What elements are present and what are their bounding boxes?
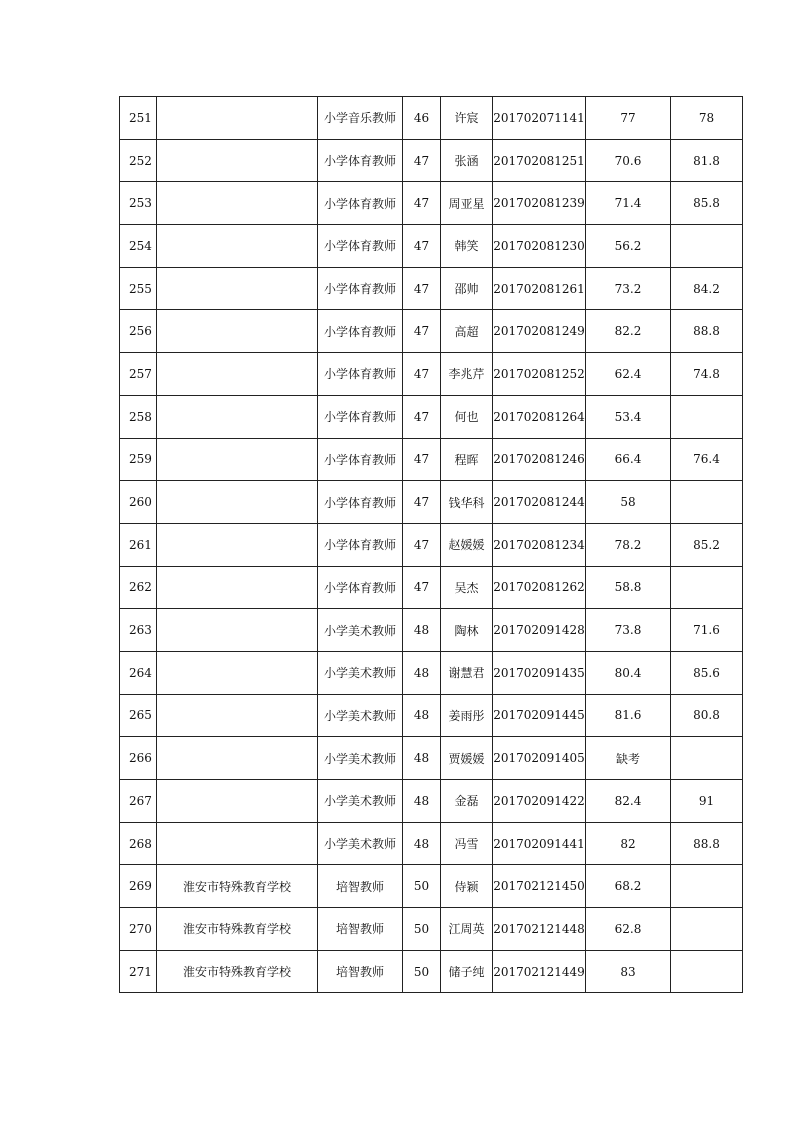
position-cell: 小学美术教师 <box>318 737 403 780</box>
candidate-name-cell: 邵帅 <box>441 267 493 310</box>
interview-score-cell: 78 <box>671 97 743 140</box>
interview-score-cell: 74.8 <box>671 353 743 396</box>
table-body <box>120 97 743 993</box>
table-row <box>120 865 743 908</box>
position-code-cell: 47 <box>403 225 441 268</box>
written-score-cell: 78.2 <box>586 523 671 566</box>
school-cell <box>157 225 318 268</box>
ticket-number-cell: 201702091435 <box>493 651 586 694</box>
interview-score-cell <box>671 737 743 780</box>
interview-score-cell <box>671 865 743 908</box>
written-score-cell: 77 <box>586 97 671 140</box>
position-code-cell: 47 <box>403 353 441 396</box>
position-code-cell: 50 <box>403 865 441 908</box>
ticket-number-cell: 201702081246 <box>493 438 586 481</box>
position-cell: 小学体育教师 <box>318 353 403 396</box>
row-number-cell: 263 <box>120 609 157 652</box>
position-code-cell: 47 <box>403 523 441 566</box>
position-code-cell: 48 <box>403 609 441 652</box>
position-code-cell: 48 <box>403 822 441 865</box>
written-score-cell: 58 <box>586 481 671 524</box>
written-score-cell: 66.4 <box>586 438 671 481</box>
position-code-cell: 48 <box>403 651 441 694</box>
written-score-cell: 62.8 <box>586 908 671 951</box>
position-code-cell: 48 <box>403 694 441 737</box>
row-number-cell: 259 <box>120 438 157 481</box>
school-cell <box>157 651 318 694</box>
candidate-name-cell: 陶林 <box>441 609 493 652</box>
position-cell: 小学美术教师 <box>318 651 403 694</box>
ticket-number-cell: 201702121448 <box>493 908 586 951</box>
school-cell <box>157 395 318 438</box>
row-number-cell: 269 <box>120 865 157 908</box>
ticket-number-cell: 201702081239 <box>493 182 586 225</box>
position-code-cell: 47 <box>403 267 441 310</box>
position-cell: 培智教师 <box>318 950 403 993</box>
position-code-cell: 47 <box>403 438 441 481</box>
school-cell <box>157 182 318 225</box>
ticket-number-cell: 201702091422 <box>493 780 586 823</box>
school-cell <box>157 566 318 609</box>
written-score-cell: 83 <box>586 950 671 993</box>
candidate-name-cell: 周亚星 <box>441 182 493 225</box>
ticket-number-cell: 201702081261 <box>493 267 586 310</box>
interview-score-cell <box>671 395 743 438</box>
table-row <box>120 225 743 268</box>
table-row <box>120 737 743 780</box>
table-row <box>120 523 743 566</box>
ticket-number-cell: 201702121450 <box>493 865 586 908</box>
candidate-name-cell: 何也 <box>441 395 493 438</box>
ticket-number-cell: 201702081249 <box>493 310 586 353</box>
table-row <box>120 182 743 225</box>
ticket-number-cell: 201702081244 <box>493 481 586 524</box>
candidate-name-cell: 储子纯 <box>441 950 493 993</box>
table-row <box>120 651 743 694</box>
table-row <box>120 139 743 182</box>
interview-score-cell <box>671 225 743 268</box>
school-cell <box>157 353 318 396</box>
written-score-cell: 73.8 <box>586 609 671 652</box>
row-number-cell: 258 <box>120 395 157 438</box>
position-cell: 培智教师 <box>318 908 403 951</box>
position-cell: 小学体育教师 <box>318 267 403 310</box>
row-number-cell: 252 <box>120 139 157 182</box>
candidate-name-cell: 姜雨彤 <box>441 694 493 737</box>
school-cell <box>157 609 318 652</box>
row-number-cell: 253 <box>120 182 157 225</box>
interview-score-cell: 81.8 <box>671 139 743 182</box>
written-score-cell: 缺考 <box>586 737 671 780</box>
ticket-number-cell: 201702081251 <box>493 139 586 182</box>
candidate-name-cell: 钱华科 <box>441 481 493 524</box>
row-number-cell: 268 <box>120 822 157 865</box>
position-cell: 小学音乐教师 <box>318 97 403 140</box>
ticket-number-cell: 201702121449 <box>493 950 586 993</box>
candidate-name-cell: 许宸 <box>441 97 493 140</box>
position-code-cell: 47 <box>403 182 441 225</box>
candidate-name-cell: 李兆芹 <box>441 353 493 396</box>
interview-score-cell: 88.8 <box>671 822 743 865</box>
row-number-cell: 265 <box>120 694 157 737</box>
ticket-number-cell: 201702081230 <box>493 225 586 268</box>
row-number-cell: 262 <box>120 566 157 609</box>
table-row <box>120 353 743 396</box>
row-number-cell: 266 <box>120 737 157 780</box>
candidate-name-cell: 程晖 <box>441 438 493 481</box>
ticket-number-cell: 201702091445 <box>493 694 586 737</box>
row-number-cell: 271 <box>120 950 157 993</box>
table-row <box>120 908 743 951</box>
candidate-name-cell: 贾媛媛 <box>441 737 493 780</box>
table-row <box>120 310 743 353</box>
position-code-cell: 47 <box>403 566 441 609</box>
candidate-name-cell: 江周英 <box>441 908 493 951</box>
ticket-number-cell: 201702081264 <box>493 395 586 438</box>
position-code-cell: 47 <box>403 481 441 524</box>
school-cell: 淮安市特殊教育学校 <box>157 908 318 951</box>
table-row <box>120 267 743 310</box>
table-row <box>120 822 743 865</box>
position-cell: 培智教师 <box>318 865 403 908</box>
table-row <box>120 566 743 609</box>
position-cell: 小学体育教师 <box>318 438 403 481</box>
written-score-cell: 82 <box>586 822 671 865</box>
interview-score-cell <box>671 481 743 524</box>
written-score-cell: 53.4 <box>586 395 671 438</box>
interview-score-cell: 85.6 <box>671 651 743 694</box>
interview-score-cell: 91 <box>671 780 743 823</box>
position-code-cell: 46 <box>403 97 441 140</box>
school-cell <box>157 97 318 140</box>
written-score-cell: 68.2 <box>586 865 671 908</box>
candidate-name-cell: 张涵 <box>441 139 493 182</box>
ticket-number-cell: 201702081234 <box>493 523 586 566</box>
position-cell: 小学美术教师 <box>318 609 403 652</box>
school-cell <box>157 737 318 780</box>
written-score-cell: 58.8 <box>586 566 671 609</box>
position-code-cell: 50 <box>403 950 441 993</box>
table-row <box>120 609 743 652</box>
interview-score-cell: 76.4 <box>671 438 743 481</box>
interview-score-cell: 71.6 <box>671 609 743 652</box>
score-table <box>119 96 743 993</box>
written-score-cell: 62.4 <box>586 353 671 396</box>
position-code-cell: 47 <box>403 139 441 182</box>
ticket-number-cell: 201702091405 <box>493 737 586 780</box>
table-row <box>120 97 743 140</box>
row-number-cell: 264 <box>120 651 157 694</box>
ticket-number-cell: 201702071141 <box>493 97 586 140</box>
table-row <box>120 694 743 737</box>
interview-score-cell: 85.2 <box>671 523 743 566</box>
position-code-cell: 47 <box>403 310 441 353</box>
row-number-cell: 261 <box>120 523 157 566</box>
row-number-cell: 255 <box>120 267 157 310</box>
school-cell <box>157 780 318 823</box>
position-cell: 小学体育教师 <box>318 566 403 609</box>
ticket-number-cell: 201702081262 <box>493 566 586 609</box>
school-cell <box>157 139 318 182</box>
candidate-name-cell: 吴杰 <box>441 566 493 609</box>
row-number-cell: 260 <box>120 481 157 524</box>
school-cell <box>157 822 318 865</box>
written-score-cell: 80.4 <box>586 651 671 694</box>
position-code-cell: 48 <box>403 737 441 780</box>
candidate-name-cell: 高超 <box>441 310 493 353</box>
school-cell: 淮安市特殊教育学校 <box>157 865 318 908</box>
position-cell: 小学美术教师 <box>318 694 403 737</box>
position-cell: 小学体育教师 <box>318 481 403 524</box>
position-cell: 小学体育教师 <box>318 139 403 182</box>
interview-score-cell: 88.8 <box>671 310 743 353</box>
interview-score-cell: 84.2 <box>671 267 743 310</box>
position-cell: 小学美术教师 <box>318 780 403 823</box>
written-score-cell: 71.4 <box>586 182 671 225</box>
ticket-number-cell: 201702081252 <box>493 353 586 396</box>
position-code-cell: 47 <box>403 395 441 438</box>
school-cell <box>157 267 318 310</box>
position-cell: 小学体育教师 <box>318 182 403 225</box>
row-number-cell: 251 <box>120 97 157 140</box>
row-number-cell: 256 <box>120 310 157 353</box>
school-cell <box>157 481 318 524</box>
table-row <box>120 481 743 524</box>
position-cell: 小学美术教师 <box>318 822 403 865</box>
interview-score-cell: 80.8 <box>671 694 743 737</box>
school-cell: 淮安市特殊教育学校 <box>157 950 318 993</box>
position-cell: 小学体育教师 <box>318 395 403 438</box>
candidate-name-cell: 韩笑 <box>441 225 493 268</box>
candidate-name-cell: 侍颖 <box>441 865 493 908</box>
table-row <box>120 780 743 823</box>
interview-score-cell: 85.8 <box>671 182 743 225</box>
row-number-cell: 254 <box>120 225 157 268</box>
position-cell: 小学体育教师 <box>318 523 403 566</box>
written-score-cell: 56.2 <box>586 225 671 268</box>
row-number-cell: 270 <box>120 908 157 951</box>
ticket-number-cell: 201702091441 <box>493 822 586 865</box>
candidate-name-cell: 谢慧君 <box>441 651 493 694</box>
position-code-cell: 48 <box>403 780 441 823</box>
interview-score-cell <box>671 950 743 993</box>
candidate-name-cell: 金磊 <box>441 780 493 823</box>
row-number-cell: 257 <box>120 353 157 396</box>
written-score-cell: 70.6 <box>586 139 671 182</box>
written-score-cell: 73.2 <box>586 267 671 310</box>
candidate-name-cell: 赵媛媛 <box>441 523 493 566</box>
school-cell <box>157 438 318 481</box>
row-number-cell: 267 <box>120 780 157 823</box>
written-score-cell: 82.4 <box>586 780 671 823</box>
school-cell <box>157 310 318 353</box>
school-cell <box>157 523 318 566</box>
written-score-cell: 82.2 <box>586 310 671 353</box>
written-score-cell: 81.6 <box>586 694 671 737</box>
interview-score-cell <box>671 908 743 951</box>
position-code-cell: 50 <box>403 908 441 951</box>
table-row <box>120 438 743 481</box>
position-cell: 小学体育教师 <box>318 310 403 353</box>
ticket-number-cell: 201702091428 <box>493 609 586 652</box>
table-row <box>120 950 743 993</box>
interview-score-cell <box>671 566 743 609</box>
candidate-name-cell: 冯雪 <box>441 822 493 865</box>
table-row <box>120 395 743 438</box>
school-cell <box>157 694 318 737</box>
position-cell: 小学体育教师 <box>318 225 403 268</box>
